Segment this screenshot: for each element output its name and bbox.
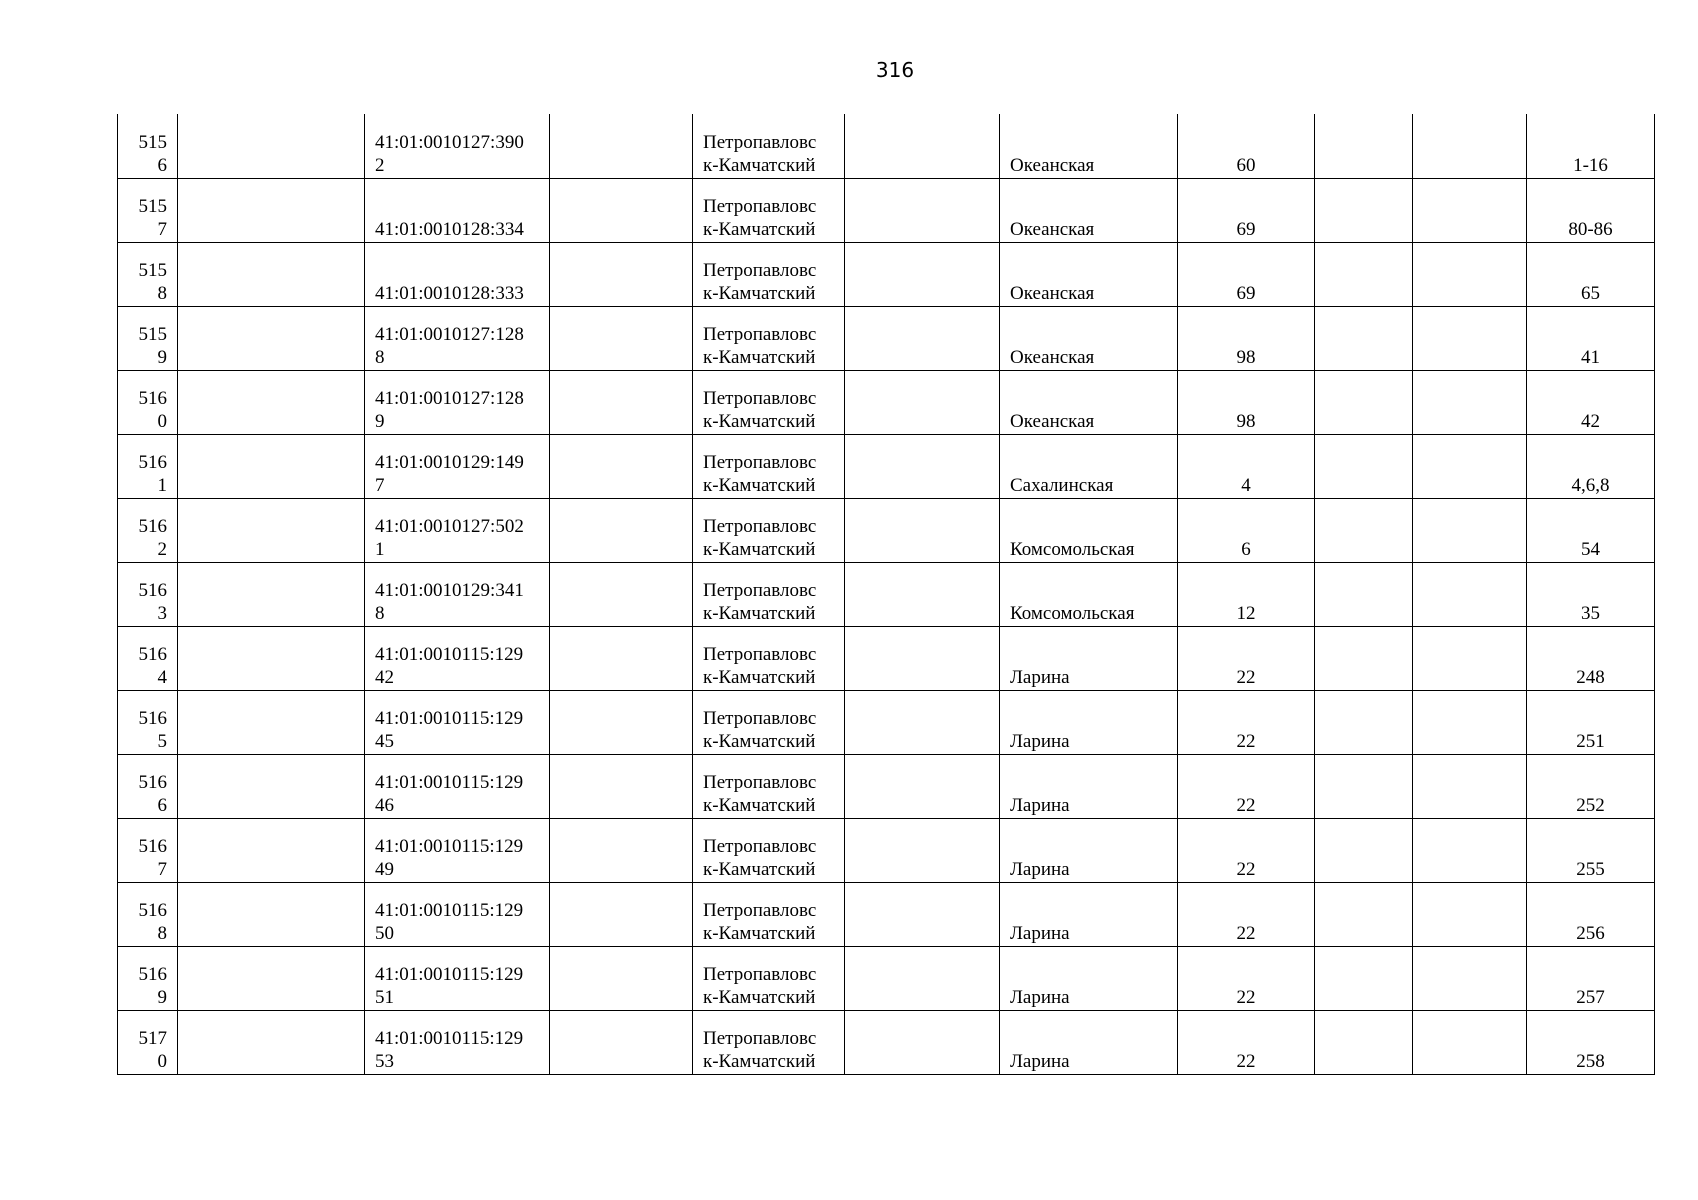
house-number-cell: 22: [1178, 882, 1315, 946]
house-number-cell: 22: [1178, 818, 1315, 882]
apartment-cell: 42: [1527, 370, 1655, 434]
empty-cell: [1315, 434, 1413, 498]
empty-cell: [845, 178, 1000, 242]
cadastral-number-cell: 41:01:0010129:341 8: [365, 562, 550, 626]
empty-cell: [1413, 434, 1527, 498]
empty-cell: [550, 946, 693, 1010]
empty-cell: [1315, 498, 1413, 562]
city-cell: Петропавловс к-Камчатский: [693, 562, 845, 626]
street-cell: Ларина: [1000, 818, 1178, 882]
cadastral-number-cell: 41:01:0010115:129 51: [365, 946, 550, 1010]
street-cell: Океанская: [1000, 306, 1178, 370]
table-row: [118, 626, 1655, 690]
empty-cell: [845, 1010, 1000, 1074]
row-number-cell: 516 5: [118, 690, 178, 754]
empty-cell: [1413, 690, 1527, 754]
empty-cell: [1413, 178, 1527, 242]
empty-cell: [550, 1010, 693, 1074]
table-row: [118, 754, 1655, 818]
row-number-cell: 515 8: [118, 242, 178, 306]
empty-cell: [550, 690, 693, 754]
cadastral-number-cell: 41:01:0010128:334: [365, 178, 550, 242]
row-number-cell: 516 4: [118, 626, 178, 690]
empty-cell: [1413, 562, 1527, 626]
row-number-cell: 515 9: [118, 306, 178, 370]
apartment-cell: 41: [1527, 306, 1655, 370]
row-number-cell: 516 9: [118, 946, 178, 1010]
city-cell: Петропавловс к-Камчатский: [693, 754, 845, 818]
city-cell: Петропавловс к-Камчатский: [693, 626, 845, 690]
row-number-cell: 517 0: [118, 1010, 178, 1074]
empty-cell: [550, 754, 693, 818]
empty-cell: [1413, 498, 1527, 562]
empty-cell: [550, 562, 693, 626]
empty-cell: [178, 114, 365, 178]
house-number-cell: 60: [1178, 114, 1315, 178]
apartment-cell: 1-16: [1527, 114, 1655, 178]
cadastral-number-cell: 41:01:0010127:390 2: [365, 114, 550, 178]
city-cell: Петропавловс к-Камчатский: [693, 690, 845, 754]
cadastral-number-cell: 41:01:0010115:129 46: [365, 754, 550, 818]
cadastral-number-cell: 41:01:0010127:502 1: [365, 498, 550, 562]
row-number-cell: 516 6: [118, 754, 178, 818]
apartment-cell: 35: [1527, 562, 1655, 626]
empty-cell: [1315, 242, 1413, 306]
empty-cell: [1413, 882, 1527, 946]
street-cell: Ларина: [1000, 690, 1178, 754]
empty-cell: [1413, 626, 1527, 690]
empty-cell: [178, 690, 365, 754]
empty-cell: [1315, 946, 1413, 1010]
empty-cell: [1315, 690, 1413, 754]
empty-cell: [550, 434, 693, 498]
empty-cell: [178, 818, 365, 882]
apartment-cell: 4,6,8: [1527, 434, 1655, 498]
empty-cell: [1315, 562, 1413, 626]
empty-cell: [845, 818, 1000, 882]
cadastral-number-cell: 41:01:0010129:149 7: [365, 434, 550, 498]
apartment-cell: 54: [1527, 498, 1655, 562]
street-cell: Ларина: [1000, 946, 1178, 1010]
city-cell: Петропавловс к-Камчатский: [693, 114, 845, 178]
empty-cell: [1315, 178, 1413, 242]
street-cell: Океанская: [1000, 370, 1178, 434]
empty-cell: [178, 498, 365, 562]
house-number-cell: 22: [1178, 1010, 1315, 1074]
cadastral-number-cell: 41:01:0010115:129 45: [365, 690, 550, 754]
empty-cell: [550, 178, 693, 242]
empty-cell: [550, 498, 693, 562]
table-row: [118, 242, 1655, 306]
empty-cell: [550, 306, 693, 370]
empty-cell: [845, 370, 1000, 434]
row-number-cell: 515 6: [118, 114, 178, 178]
empty-cell: [178, 882, 365, 946]
empty-cell: [845, 114, 1000, 178]
city-cell: Петропавловс к-Камчатский: [693, 178, 845, 242]
empty-cell: [550, 370, 693, 434]
table-row: [118, 690, 1655, 754]
empty-cell: [178, 434, 365, 498]
city-cell: Петропавловс к-Камчатский: [693, 242, 845, 306]
city-cell: Петропавловс к-Камчатский: [693, 370, 845, 434]
empty-cell: [1413, 306, 1527, 370]
empty-cell: [1413, 818, 1527, 882]
cadastral-number-cell: 41:01:0010115:129 50: [365, 882, 550, 946]
house-number-cell: 22: [1178, 754, 1315, 818]
empty-cell: [178, 1010, 365, 1074]
cadastral-number-cell: 41:01:0010115:129 49: [365, 818, 550, 882]
row-number-cell: 516 7: [118, 818, 178, 882]
empty-cell: [1413, 1010, 1527, 1074]
house-number-cell: 98: [1178, 306, 1315, 370]
house-number-cell: 69: [1178, 242, 1315, 306]
street-cell: Океанская: [1000, 114, 1178, 178]
empty-cell: [178, 370, 365, 434]
cadastral-number-cell: 41:01:0010128:333: [365, 242, 550, 306]
street-cell: Ларина: [1000, 1010, 1178, 1074]
apartment-cell: 258: [1527, 1010, 1655, 1074]
row-number-cell: 516 0: [118, 370, 178, 434]
empty-cell: [1315, 306, 1413, 370]
house-number-cell: 22: [1178, 626, 1315, 690]
street-cell: Комсомольская: [1000, 498, 1178, 562]
house-number-cell: 69: [1178, 178, 1315, 242]
empty-cell: [1315, 114, 1413, 178]
city-cell: Петропавловс к-Камчатский: [693, 306, 845, 370]
apartment-cell: 80-86: [1527, 178, 1655, 242]
apartment-cell: 248: [1527, 626, 1655, 690]
table-row: [118, 882, 1655, 946]
table-row: [118, 370, 1655, 434]
apartment-cell: 257: [1527, 946, 1655, 1010]
empty-cell: [845, 498, 1000, 562]
empty-cell: [845, 626, 1000, 690]
empty-cell: [1315, 626, 1413, 690]
street-cell: Океанская: [1000, 242, 1178, 306]
house-number-cell: 12: [1178, 562, 1315, 626]
apartment-cell: 251: [1527, 690, 1655, 754]
empty-cell: [1315, 370, 1413, 434]
apartment-cell: 252: [1527, 754, 1655, 818]
house-number-cell: 6: [1178, 498, 1315, 562]
table-row: [118, 434, 1655, 498]
city-cell: Петропавловс к-Камчатский: [693, 882, 845, 946]
page-number: 316: [875, 58, 915, 82]
row-number-cell: 515 7: [118, 178, 178, 242]
row-number-cell: 516 8: [118, 882, 178, 946]
street-cell: Океанская: [1000, 178, 1178, 242]
table-row: [118, 498, 1655, 562]
table-row: [118, 306, 1655, 370]
row-number-cell: 516 1: [118, 434, 178, 498]
cadastral-number-cell: 41:01:0010127:128 9: [365, 370, 550, 434]
cadastral-number-cell: 41:01:0010127:128 8: [365, 306, 550, 370]
empty-cell: [1413, 242, 1527, 306]
cadastral-number-cell: 41:01:0010115:129 42: [365, 626, 550, 690]
table-body: [118, 114, 1655, 1074]
street-cell: Сахалинская: [1000, 434, 1178, 498]
table-row: [118, 178, 1655, 242]
street-cell: Комсомольская: [1000, 562, 1178, 626]
city-cell: Петропавловс к-Камчатский: [693, 498, 845, 562]
house-number-cell: 22: [1178, 946, 1315, 1010]
table-row: [118, 818, 1655, 882]
street-cell: Ларина: [1000, 754, 1178, 818]
table-row: [118, 114, 1655, 178]
empty-cell: [178, 626, 365, 690]
table-row: [118, 1010, 1655, 1074]
empty-cell: [1413, 754, 1527, 818]
empty-cell: [1315, 1010, 1413, 1074]
table-row: [118, 946, 1655, 1010]
row-number-cell: 516 3: [118, 562, 178, 626]
empty-cell: [845, 754, 1000, 818]
empty-cell: [1413, 946, 1527, 1010]
house-number-cell: 98: [1178, 370, 1315, 434]
cadastral-number-cell: 41:01:0010115:129 53: [365, 1010, 550, 1074]
empty-cell: [1315, 818, 1413, 882]
empty-cell: [550, 626, 693, 690]
empty-cell: [178, 754, 365, 818]
empty-cell: [845, 882, 1000, 946]
empty-cell: [845, 434, 1000, 498]
apartment-cell: 65: [1527, 242, 1655, 306]
empty-cell: [845, 690, 1000, 754]
empty-cell: [178, 946, 365, 1010]
city-cell: Петропавловс к-Камчатский: [693, 818, 845, 882]
empty-cell: [845, 242, 1000, 306]
empty-cell: [1315, 754, 1413, 818]
empty-cell: [550, 818, 693, 882]
empty-cell: [550, 882, 693, 946]
empty-cell: [845, 562, 1000, 626]
empty-cell: [178, 306, 365, 370]
house-number-cell: 4: [1178, 434, 1315, 498]
empty-cell: [1315, 882, 1413, 946]
empty-cell: [550, 114, 693, 178]
empty-cell: [845, 946, 1000, 1010]
city-cell: Петропавловс к-Камчатский: [693, 946, 845, 1010]
table-row: [118, 562, 1655, 626]
empty-cell: [1413, 370, 1527, 434]
street-cell: Ларина: [1000, 882, 1178, 946]
empty-cell: [550, 242, 693, 306]
apartment-cell: 256: [1527, 882, 1655, 946]
empty-cell: [845, 306, 1000, 370]
empty-cell: [178, 562, 365, 626]
city-cell: Петропавловс к-Камчатский: [693, 1010, 845, 1074]
house-number-cell: 22: [1178, 690, 1315, 754]
apartment-cell: 255: [1527, 818, 1655, 882]
city-cell: Петропавловс к-Камчатский: [693, 434, 845, 498]
street-cell: Ларина: [1000, 626, 1178, 690]
registry-table: [117, 114, 1655, 1075]
empty-cell: [178, 178, 365, 242]
empty-cell: [178, 242, 365, 306]
row-number-cell: 516 2: [118, 498, 178, 562]
empty-cell: [1413, 114, 1527, 178]
